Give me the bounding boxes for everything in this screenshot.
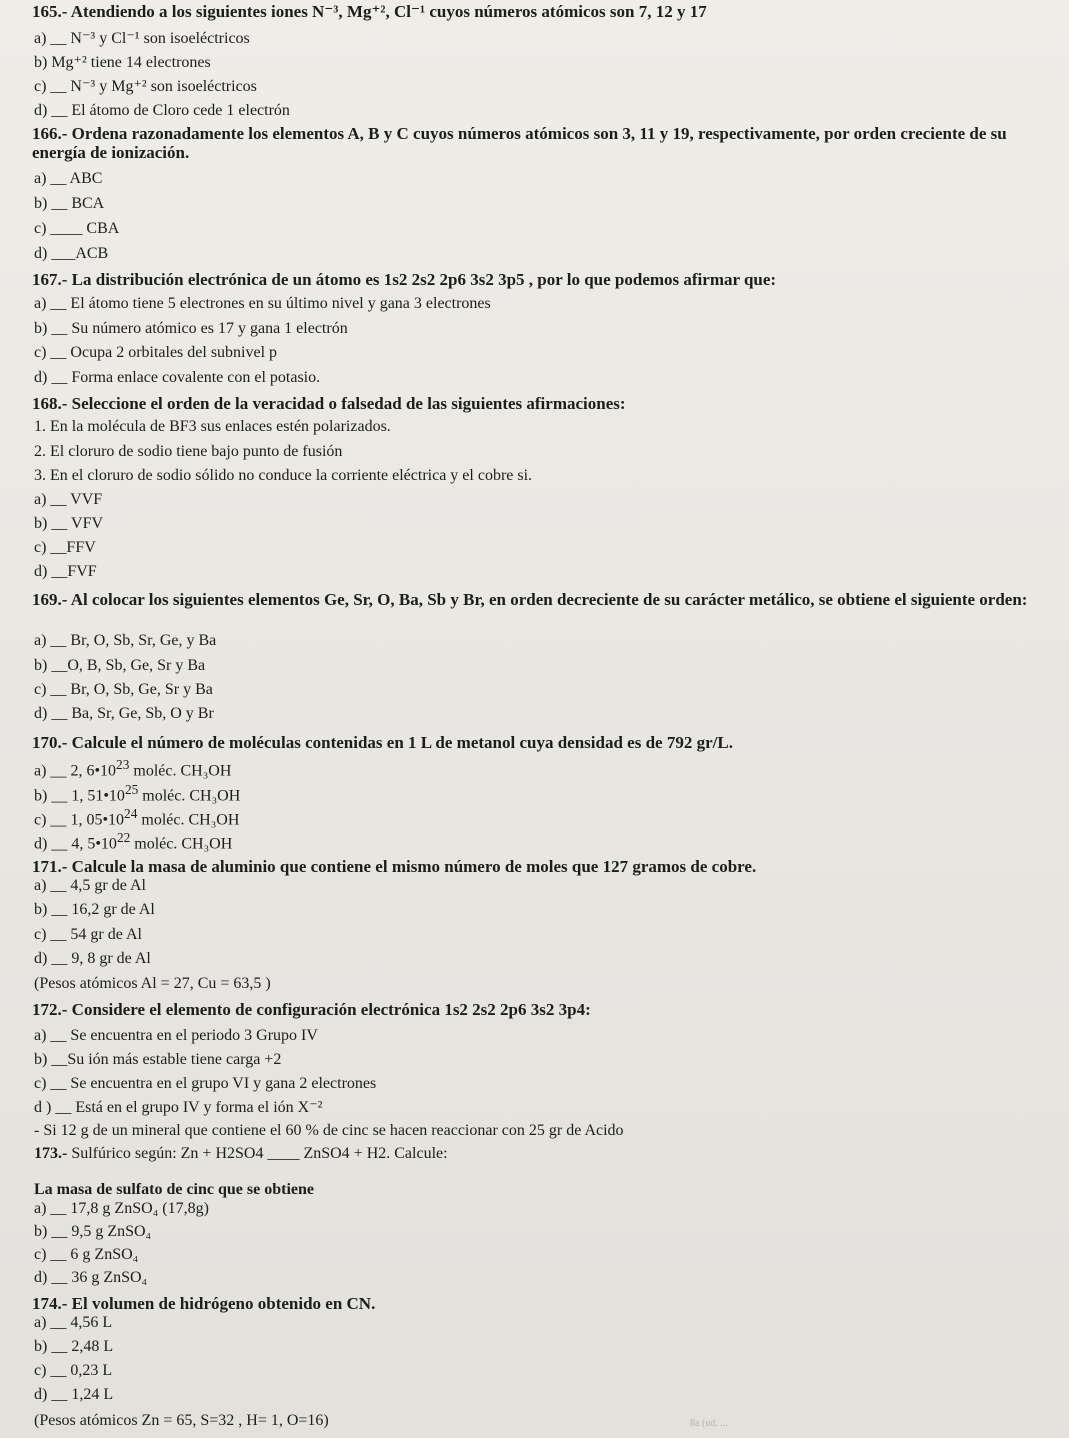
option-166-c: c) ____ CBA [34,220,120,237]
option-171-b: b) __ 16,2 gr de Al [34,901,155,918]
option-168-c: c) __FFV [34,539,96,556]
option-172-d: d ) __ Está en el grupo IV y forma el ión X⁻² [34,1099,323,1116]
option-170-d: d) __ 4, $5•10^{22}$ moléc. CH₃OH [34,830,233,853]
question-171: 171.- Calcule la masa de aluminio que contiene el mismo número de moles que 127 gramos de cobre. [32,857,757,876]
question-170: 170.- Calcule el número de moléculas contenidas en 1 L de metanol cuya densidad es de 792 gr/L. [32,733,733,752]
statement-168-1: 1. En la molécula de BF3 sus enlaces estén polarizados. [34,418,391,435]
option-169-c: c) __ Br, O, Sb, Ge, Sr y Ba [34,681,213,698]
question-169: 169.- Al colocar los siguientes elementos Ge, Sr, O, Ba, Sb y Br, en orden decreciente de su carácter metálico, se obtiene el siguiente orden: [32,590,1028,609]
option-165-b: b) Mg⁺² tiene 14 electrones [34,54,211,71]
faded-bleedthrough-text: 8a (ud. ... [690,1418,728,1429]
option-168-b: b) __ VFV [34,515,104,532]
option-171-d: d) __ 9, 8 gr de Al [34,950,151,967]
option-174-b: b) __ 2,48 L [34,1338,114,1355]
note-174-atomic-weights: (Pesos atómicos Zn = 65, S=32 , H= 1, O=16) [34,1412,329,1429]
question-167: 167.- La distribución electrónica de un átomo es 1s2 2s2 2p6 3s2 3p5 , por lo que podemos afirmar que: [32,270,777,289]
option-169-d: d) __ Ba, Sr, Ge, Sb, O y Br [34,705,214,722]
option-169-b: b) __O, B, Sb, Ge, Sr y Ba [34,657,206,674]
option-173-a: a) __ 17,8 g ZnSO₄ (17,8g) [34,1200,209,1217]
option-174-c: c) __ 0,23 L [34,1362,113,1379]
option-171-a: a) __ 4,5 gr de Al [34,877,146,894]
question-165: 165.- Atendiendo a los siguientes iones N⁻³, Mg⁺², Cl⁻¹ cuyos números atómicos son 7, 12 y 17 [32,2,707,21]
option-167-c: c) __ Ocupa 2 orbitales del subnivel p [34,344,278,361]
question-174: 174.- El volumen de hidrógeno obtenido en CN. [32,1294,376,1313]
question-173: 173.- Sulfúrico según: Zn + H2SO4 ____ ZnSO4 + H2. Calcule: [34,1145,448,1162]
option-165-c: c) __ N⁻³ y Mg⁺² son isoeléctricos [34,78,257,95]
option-165-d: d) __ El átomo de Cloro cede 1 electrón [34,102,290,119]
note-171-atomic-weights: (Pesos atómicos Al = 27, Cu = 63,5 ) [34,975,271,992]
question-168: 168.- Seleccione el orden de la veracidad o falsedad de las siguientes afirmaciones: [32,394,626,413]
question-172: 172.- Considere el elemento de configuración electrónica 1s2 2s2 2p6 3s2 3p4: [32,1000,591,1019]
option-166-d: d) ___ACB [34,245,109,262]
option-173-b: b) __ 9,5 g ZnSO₄ [34,1223,152,1240]
option-165-a: a) __ N⁻³ y Cl⁻¹ son isoeléctricos [34,30,250,47]
option-170-a: a) __ 2, $6•10^{23}$ moléc. CH₃OH [34,757,232,780]
option-172-c: c) __ Se encuentra en el grupo VI y gana 2 electrones [34,1075,377,1092]
option-173-d: d) __ 36 g ZnSO₄ [34,1269,148,1286]
option-167-d: d) __ Forma enlace covalente con el potasio. [34,369,321,386]
option-171-c: c) __ 54 gr de Al [34,926,142,943]
option-173-c: c) __ 6 g ZnSO₄ [34,1246,139,1263]
option-170-c: c) __ 1, $05•10^{24}$ moléc. CH₃OH [34,806,240,829]
statement-168-3: 3. En el cloruro de sodio sólido no conduce la corriente eléctrica y el cobre si. [34,467,533,484]
option-167-b: b) __ Su número atómico es 17 y gana 1 electrón [34,320,348,337]
option-174-a: a) __ 4,56 L [34,1314,113,1331]
option-170-b: b) __ 1, $51•10^{25}$ moléc. CH₃OH [34,782,241,805]
option-166-a: a) __ ABC [34,170,103,187]
option-168-d: d) __FVF [34,563,97,580]
question-166: 166.- Ordena razonadamente los elementos A, B y C cuyos números atómicos son 3, 11 y 19, respectivamente, por orden creciente de su energía de ionización. [32,124,1007,162]
option-169-a: a) __ Br, O, Sb, Sr, Ge, y Ba [34,632,217,649]
option-172-b: b) __Su ión más estable tiene carga +2 [34,1051,282,1068]
option-172-a: a) __ Se encuentra en el periodo 3 Grupo IV [34,1027,318,1044]
subtitle-173: La masa de sulfato de cinc que se obtiene [34,1181,314,1198]
statement-168-2: 2. El cloruro de sodio tiene bajo punto de fusión [34,443,343,460]
option-166-b: b) __ BCA [34,195,105,212]
option-174-d: d) __ 1,24 L [34,1386,114,1403]
intro-173: - Si 12 g de un mineral que contiene el 60 % de cinc se hacen reaccionar con 25 gr de Acido [34,1122,624,1139]
option-168-a: a) __ VVF [34,491,103,508]
option-167-a: a) __ El átomo tiene 5 electrones en su último nivel y gana 3 electrones [34,295,491,312]
